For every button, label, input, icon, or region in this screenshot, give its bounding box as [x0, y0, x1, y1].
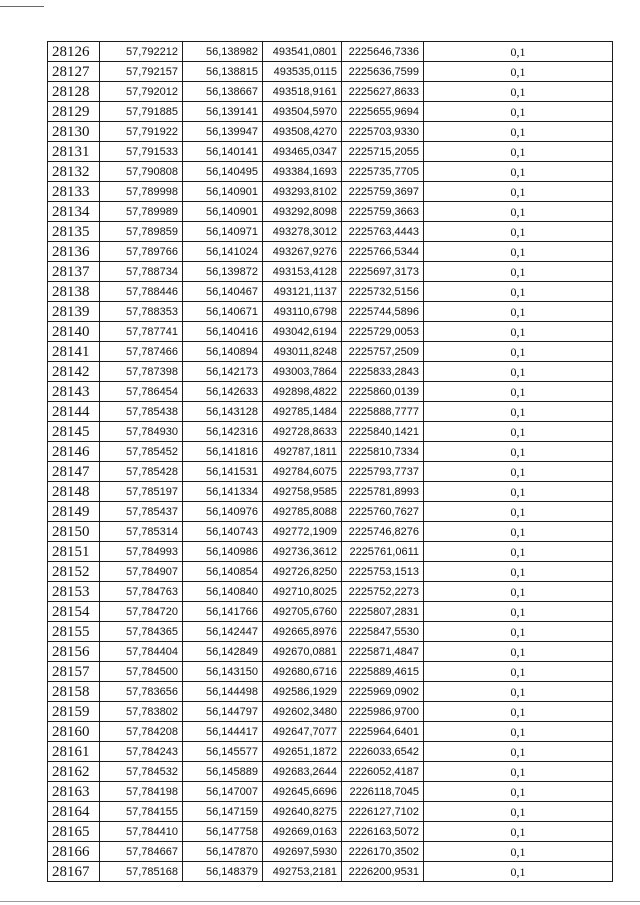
x-coordinate-cell: 492728,8633: [263, 422, 342, 442]
point-number-cell: 28142: [48, 362, 100, 382]
y-coordinate-cell: 2225703,9330: [342, 122, 424, 142]
y-coordinate-cell: 2225847,5530: [342, 622, 424, 642]
table-row: [48, 102, 613, 122]
x-coordinate-cell: 492669,0163: [263, 822, 342, 842]
coordinates-table: [47, 41, 613, 882]
accuracy-cell: 0,1: [424, 622, 613, 642]
latitude-cell: 57,784907: [100, 562, 183, 582]
accuracy-cell: 0,1: [424, 642, 613, 662]
longitude-cell: 56,140743: [183, 522, 263, 542]
point-number-cell: 28159: [48, 702, 100, 722]
latitude-cell: 57,783656: [100, 682, 183, 702]
table-row: [48, 722, 613, 742]
longitude-cell: 56,140495: [183, 162, 263, 182]
latitude-cell: 57,789859: [100, 222, 183, 242]
point-number-cell: 28140: [48, 322, 100, 342]
table-row: [48, 482, 613, 502]
longitude-cell: 56,147007: [183, 782, 263, 802]
x-coordinate-cell: 493042,6194: [263, 322, 342, 342]
y-coordinate-cell: 2225871,4847: [342, 642, 424, 662]
table-row: [48, 302, 613, 322]
longitude-cell: 56,139141: [183, 102, 263, 122]
longitude-cell: 56,142447: [183, 622, 263, 642]
accuracy-cell: 0,1: [424, 182, 613, 202]
point-number-cell: 28132: [48, 162, 100, 182]
x-coordinate-cell: 492645,6696: [263, 782, 342, 802]
y-coordinate-cell: 2225636,7599: [342, 62, 424, 82]
x-coordinate-cell: 493518,9161: [263, 82, 342, 102]
table-row: [48, 322, 613, 342]
latitude-cell: 57,784763: [100, 582, 183, 602]
accuracy-cell: 0,1: [424, 582, 613, 602]
table-row: [48, 282, 613, 302]
y-coordinate-cell: 2225810,7334: [342, 442, 424, 462]
longitude-cell: 56,138815: [183, 62, 263, 82]
longitude-cell: 56,144417: [183, 722, 263, 742]
accuracy-cell: 0,1: [424, 762, 613, 782]
page-bottom-edge: [0, 901, 640, 902]
longitude-cell: 56,148379: [183, 862, 263, 882]
x-coordinate-cell: 492647,7077: [263, 722, 342, 742]
accuracy-cell: 0,1: [424, 42, 613, 62]
point-number-cell: 28150: [48, 522, 100, 542]
y-coordinate-cell: 2225735,7705: [342, 162, 424, 182]
table-row: [48, 742, 613, 762]
y-coordinate-cell: 2225986,9700: [342, 702, 424, 722]
point-number-cell: 28133: [48, 182, 100, 202]
longitude-cell: 56,141024: [183, 242, 263, 262]
accuracy-cell: 0,1: [424, 102, 613, 122]
point-number-cell: 28164: [48, 802, 100, 822]
table-row: [48, 402, 613, 422]
y-coordinate-cell: 2225761,0611: [342, 542, 424, 562]
y-coordinate-cell: 2226118,7045: [342, 782, 424, 802]
longitude-cell: 56,147159: [183, 802, 263, 822]
x-coordinate-cell: 493508,4270: [263, 122, 342, 142]
point-number-cell: 28129: [48, 102, 100, 122]
longitude-cell: 56,140901: [183, 202, 263, 222]
point-number-cell: 28151: [48, 542, 100, 562]
point-number-cell: 28154: [48, 602, 100, 622]
latitude-cell: 57,785438: [100, 402, 183, 422]
table-row: [48, 862, 613, 882]
latitude-cell: 57,785168: [100, 862, 183, 882]
table-row: [48, 382, 613, 402]
accuracy-cell: 0,1: [424, 222, 613, 242]
table-row: [48, 462, 613, 482]
longitude-cell: 56,144797: [183, 702, 263, 722]
y-coordinate-cell: 2225715,2055: [342, 142, 424, 162]
accuracy-cell: 0,1: [424, 542, 613, 562]
point-number-cell: 28137: [48, 262, 100, 282]
accuracy-cell: 0,1: [424, 842, 613, 862]
x-coordinate-cell: 492602,3480: [263, 702, 342, 722]
latitude-cell: 57,788446: [100, 282, 183, 302]
latitude-cell: 57,784243: [100, 742, 183, 762]
table-row: [48, 502, 613, 522]
accuracy-cell: 0,1: [424, 802, 613, 822]
x-coordinate-cell: 493278,3012: [263, 222, 342, 242]
table-row: [48, 802, 613, 822]
point-number-cell: 28136: [48, 242, 100, 262]
latitude-cell: 57,784532: [100, 762, 183, 782]
longitude-cell: 56,145889: [183, 762, 263, 782]
latitude-cell: 57,788734: [100, 262, 183, 282]
longitude-cell: 56,147870: [183, 842, 263, 862]
y-coordinate-cell: 2226127,7102: [342, 802, 424, 822]
latitude-cell: 57,789989: [100, 202, 183, 222]
latitude-cell: 57,787466: [100, 342, 183, 362]
table-row: [48, 562, 613, 582]
latitude-cell: 57,792212: [100, 42, 183, 62]
longitude-cell: 56,140840: [183, 582, 263, 602]
latitude-cell: 57,784365: [100, 622, 183, 642]
point-number-cell: 28146: [48, 442, 100, 462]
latitude-cell: 57,785314: [100, 522, 183, 542]
longitude-cell: 56,144498: [183, 682, 263, 702]
x-coordinate-cell: 492586,1929: [263, 682, 342, 702]
point-number-cell: 28152: [48, 562, 100, 582]
table-row: [48, 142, 613, 162]
y-coordinate-cell: 2225646,7336: [342, 42, 424, 62]
longitude-cell: 56,140901: [183, 182, 263, 202]
y-coordinate-cell: 2226170,3502: [342, 842, 424, 862]
x-coordinate-cell: 493003,7864: [263, 362, 342, 382]
coordinates-table-body: [48, 42, 613, 882]
y-coordinate-cell: 2225781,8993: [342, 482, 424, 502]
point-number-cell: 28161: [48, 742, 100, 762]
y-coordinate-cell: 2225889,4615: [342, 662, 424, 682]
point-number-cell: 28162: [48, 762, 100, 782]
point-number-cell: 28153: [48, 582, 100, 602]
latitude-cell: 57,787398: [100, 362, 183, 382]
table-row: [48, 782, 613, 802]
point-number-cell: 28128: [48, 82, 100, 102]
accuracy-cell: 0,1: [424, 282, 613, 302]
latitude-cell: 57,784500: [100, 662, 183, 682]
accuracy-cell: 0,1: [424, 522, 613, 542]
accuracy-cell: 0,1: [424, 822, 613, 842]
point-number-cell: 28139: [48, 302, 100, 322]
x-coordinate-cell: 493153,4128: [263, 262, 342, 282]
longitude-cell: 56,138982: [183, 42, 263, 62]
y-coordinate-cell: 2225763,4443: [342, 222, 424, 242]
point-number-cell: 28126: [48, 42, 100, 62]
accuracy-cell: 0,1: [424, 82, 613, 102]
y-coordinate-cell: 2225655,9694: [342, 102, 424, 122]
longitude-cell: 56,140854: [183, 562, 263, 582]
accuracy-cell: 0,1: [424, 482, 613, 502]
table-row: [48, 162, 613, 182]
y-coordinate-cell: 2225697,3173: [342, 262, 424, 282]
y-coordinate-cell: 2225833,2843: [342, 362, 424, 382]
accuracy-cell: 0,1: [424, 242, 613, 262]
accuracy-cell: 0,1: [424, 202, 613, 222]
accuracy-cell: 0,1: [424, 462, 613, 482]
point-number-cell: 28127: [48, 62, 100, 82]
x-coordinate-cell: 493541,0801: [263, 42, 342, 62]
longitude-cell: 56,145577: [183, 742, 263, 762]
x-coordinate-cell: 492705,6760: [263, 602, 342, 622]
y-coordinate-cell: 2225860,0139: [342, 382, 424, 402]
x-coordinate-cell: 492772,1909: [263, 522, 342, 542]
point-number-cell: 28131: [48, 142, 100, 162]
table-row: [48, 582, 613, 602]
latitude-cell: 57,792157: [100, 62, 183, 82]
latitude-cell: 57,789998: [100, 182, 183, 202]
x-coordinate-cell: 493121,1137: [263, 282, 342, 302]
y-coordinate-cell: 2225752,2273: [342, 582, 424, 602]
point-number-cell: 28141: [48, 342, 100, 362]
longitude-cell: 56,139947: [183, 122, 263, 142]
longitude-cell: 56,140986: [183, 542, 263, 562]
longitude-cell: 56,140971: [183, 222, 263, 242]
point-number-cell: 28148: [48, 482, 100, 502]
y-coordinate-cell: 2225964,6401: [342, 722, 424, 742]
x-coordinate-cell: 492651,1872: [263, 742, 342, 762]
table-row: [48, 242, 613, 262]
accuracy-cell: 0,1: [424, 362, 613, 382]
table-row: [48, 602, 613, 622]
longitude-cell: 56,142316: [183, 422, 263, 442]
longitude-cell: 56,143150: [183, 662, 263, 682]
point-number-cell: 28156: [48, 642, 100, 662]
y-coordinate-cell: 2225757,2509: [342, 342, 424, 362]
x-coordinate-cell: 492785,8088: [263, 502, 342, 522]
longitude-cell: 56,147758: [183, 822, 263, 842]
y-coordinate-cell: 2225732,5156: [342, 282, 424, 302]
x-coordinate-cell: 492680,6716: [263, 662, 342, 682]
accuracy-cell: 0,1: [424, 162, 613, 182]
longitude-cell: 56,141334: [183, 482, 263, 502]
table-row: [48, 42, 613, 62]
latitude-cell: 57,785428: [100, 462, 183, 482]
latitude-cell: 57,784155: [100, 802, 183, 822]
x-coordinate-cell: 492697,5930: [263, 842, 342, 862]
point-number-cell: 28165: [48, 822, 100, 842]
table-row: [48, 62, 613, 82]
longitude-cell: 56,140141: [183, 142, 263, 162]
table-row: [48, 362, 613, 382]
point-number-cell: 28166: [48, 842, 100, 862]
point-number-cell: 28147: [48, 462, 100, 482]
y-coordinate-cell: 2225840,1421: [342, 422, 424, 442]
y-coordinate-cell: 2225759,3663: [342, 202, 424, 222]
longitude-cell: 56,143128: [183, 402, 263, 422]
latitude-cell: 57,791885: [100, 102, 183, 122]
y-coordinate-cell: 2225744,5896: [342, 302, 424, 322]
accuracy-cell: 0,1: [424, 262, 613, 282]
latitude-cell: 57,784208: [100, 722, 183, 742]
y-coordinate-cell: 2226033,6542: [342, 742, 424, 762]
x-coordinate-cell: 492726,8250: [263, 562, 342, 582]
x-coordinate-cell: 492736,3612: [263, 542, 342, 562]
latitude-cell: 57,786454: [100, 382, 183, 402]
longitude-cell: 56,142173: [183, 362, 263, 382]
latitude-cell: 57,789766: [100, 242, 183, 262]
point-number-cell: 28138: [48, 282, 100, 302]
y-coordinate-cell: 2225969,0902: [342, 682, 424, 702]
x-coordinate-cell: 492710,8025: [263, 582, 342, 602]
x-coordinate-cell: 492787,1811: [263, 442, 342, 462]
accuracy-cell: 0,1: [424, 662, 613, 682]
y-coordinate-cell: 2225746,8276: [342, 522, 424, 542]
x-coordinate-cell: 493384,1693: [263, 162, 342, 182]
longitude-cell: 56,140467: [183, 282, 263, 302]
latitude-cell: 57,784930: [100, 422, 183, 442]
y-coordinate-cell: 2225753,1513: [342, 562, 424, 582]
latitude-cell: 57,784404: [100, 642, 183, 662]
x-coordinate-cell: 493011,8248: [263, 342, 342, 362]
y-coordinate-cell: 2225807,2831: [342, 602, 424, 622]
x-coordinate-cell: 493267,9276: [263, 242, 342, 262]
longitude-cell: 56,142849: [183, 642, 263, 662]
table-row: [48, 682, 613, 702]
table-row: [48, 422, 613, 442]
y-coordinate-cell: 2225888,7777: [342, 402, 424, 422]
table-row: [48, 822, 613, 842]
accuracy-cell: 0,1: [424, 122, 613, 142]
y-coordinate-cell: 2226052,4187: [342, 762, 424, 782]
accuracy-cell: 0,1: [424, 342, 613, 362]
longitude-cell: 56,142633: [183, 382, 263, 402]
x-coordinate-cell: 492670,0881: [263, 642, 342, 662]
accuracy-cell: 0,1: [424, 602, 613, 622]
x-coordinate-cell: 492784,6075: [263, 462, 342, 482]
longitude-cell: 56,140671: [183, 302, 263, 322]
point-number-cell: 28144: [48, 402, 100, 422]
longitude-cell: 56,138667: [183, 82, 263, 102]
latitude-cell: 57,784720: [100, 602, 183, 622]
x-coordinate-cell: 492898,4822: [263, 382, 342, 402]
table-row: [48, 222, 613, 242]
latitude-cell: 57,784993: [100, 542, 183, 562]
latitude-cell: 57,783802: [100, 702, 183, 722]
table-row: [48, 662, 613, 682]
table-row: [48, 842, 613, 862]
table-row: [48, 522, 613, 542]
accuracy-cell: 0,1: [424, 422, 613, 442]
latitude-cell: 57,785197: [100, 482, 183, 502]
x-coordinate-cell: 492785,1484: [263, 402, 342, 422]
latitude-cell: 57,785452: [100, 442, 183, 462]
accuracy-cell: 0,1: [424, 742, 613, 762]
y-coordinate-cell: 2225793,7737: [342, 462, 424, 482]
longitude-cell: 56,141766: [183, 602, 263, 622]
accuracy-cell: 0,1: [424, 302, 613, 322]
table-row: [48, 342, 613, 362]
latitude-cell: 57,791922: [100, 122, 183, 142]
latitude-cell: 57,788353: [100, 302, 183, 322]
point-number-cell: 28155: [48, 622, 100, 642]
point-number-cell: 28134: [48, 202, 100, 222]
latitude-cell: 57,784667: [100, 842, 183, 862]
accuracy-cell: 0,1: [424, 682, 613, 702]
point-number-cell: 28130: [48, 122, 100, 142]
longitude-cell: 56,140416: [183, 322, 263, 342]
latitude-cell: 57,791533: [100, 142, 183, 162]
table-row: [48, 622, 613, 642]
table-row: [48, 202, 613, 222]
longitude-cell: 56,140976: [183, 502, 263, 522]
point-number-cell: 28158: [48, 682, 100, 702]
accuracy-cell: 0,1: [424, 782, 613, 802]
point-number-cell: 28163: [48, 782, 100, 802]
accuracy-cell: 0,1: [424, 562, 613, 582]
y-coordinate-cell: 2226163,5072: [342, 822, 424, 842]
accuracy-cell: 0,1: [424, 322, 613, 342]
latitude-cell: 57,785437: [100, 502, 183, 522]
accuracy-cell: 0,1: [424, 442, 613, 462]
x-coordinate-cell: 493292,8098: [263, 202, 342, 222]
accuracy-cell: 0,1: [424, 142, 613, 162]
y-coordinate-cell: 2225766,5344: [342, 242, 424, 262]
x-coordinate-cell: 492683,2644: [263, 762, 342, 782]
x-coordinate-cell: 492753,2181: [263, 862, 342, 882]
point-number-cell: 28167: [48, 862, 100, 882]
table-row: [48, 122, 613, 142]
y-coordinate-cell: 2225729,0053: [342, 322, 424, 342]
table-row: [48, 82, 613, 102]
longitude-cell: 56,139872: [183, 262, 263, 282]
latitude-cell: 57,790808: [100, 162, 183, 182]
x-coordinate-cell: 493110,6798: [263, 302, 342, 322]
x-coordinate-cell: 493504,5970: [263, 102, 342, 122]
point-number-cell: 28143: [48, 382, 100, 402]
table-row: [48, 762, 613, 782]
latitude-cell: 57,784410: [100, 822, 183, 842]
longitude-cell: 56,141531: [183, 462, 263, 482]
x-coordinate-cell: 493465,0347: [263, 142, 342, 162]
y-coordinate-cell: 2226200,9531: [342, 862, 424, 882]
x-coordinate-cell: 493535,0115: [263, 62, 342, 82]
y-coordinate-cell: 2225627,8633: [342, 82, 424, 102]
x-coordinate-cell: 492758,9585: [263, 482, 342, 502]
point-number-cell: 28157: [48, 662, 100, 682]
accuracy-cell: 0,1: [424, 722, 613, 742]
accuracy-cell: 0,1: [424, 402, 613, 422]
point-number-cell: 28135: [48, 222, 100, 242]
latitude-cell: 57,787741: [100, 322, 183, 342]
longitude-cell: 56,141816: [183, 442, 263, 462]
x-coordinate-cell: 493293,8102: [263, 182, 342, 202]
table-row: [48, 442, 613, 462]
x-coordinate-cell: 492665,8976: [263, 622, 342, 642]
table-row: [48, 702, 613, 722]
point-number-cell: 28149: [48, 502, 100, 522]
latitude-cell: 57,784198: [100, 782, 183, 802]
table-row: [48, 642, 613, 662]
longitude-cell: 56,140894: [183, 342, 263, 362]
point-number-cell: 28160: [48, 722, 100, 742]
x-coordinate-cell: 492640,8275: [263, 802, 342, 822]
accuracy-cell: 0,1: [424, 702, 613, 722]
latitude-cell: 57,792012: [100, 82, 183, 102]
accuracy-cell: 0,1: [424, 862, 613, 882]
table-row: [48, 542, 613, 562]
table-row: [48, 262, 613, 282]
point-number-cell: 28145: [48, 422, 100, 442]
table-row: [48, 182, 613, 202]
accuracy-cell: 0,1: [424, 62, 613, 82]
accuracy-cell: 0,1: [424, 502, 613, 522]
y-coordinate-cell: 2225759,3697: [342, 182, 424, 202]
y-coordinate-cell: 2225760,7627: [342, 502, 424, 522]
page-top-mark: [0, 6, 44, 7]
accuracy-cell: 0,1: [424, 382, 613, 402]
